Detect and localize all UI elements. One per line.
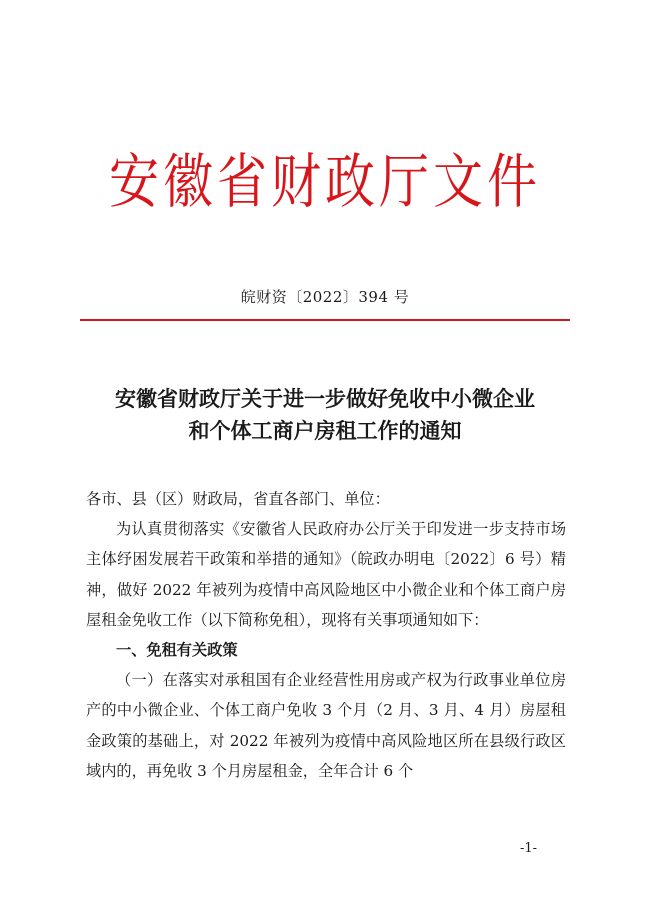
document-body: [86, 484, 566, 786]
red-divider-line: [80, 319, 570, 321]
title-line-2: 和个体工商户房租工作的通知: [188, 419, 462, 443]
page-number: -1-: [520, 841, 538, 856]
salutation: 各市、县（区）财政局，省直各部门、单位：: [86, 490, 390, 508]
document-title: [60, 383, 590, 447]
document-masthead: 安徽省财政厅文件: [109, 147, 541, 217]
title-line-1: 安徽省财政厅关于进一步做好免收中小微企业: [115, 387, 535, 411]
paragraph-policy-1: （一）在落实对承租国有企业经营性用房或产权为行政事业单位房产的中小微企业、个体工商户免收 3 个月（2 月、3 月、4 月）房屋租金政策的基础上，对 2022 年被列为疫情中高风险地区所在县级行政区域内的，再免收 3 个月房屋租金，全年合计 6 个: [86, 671, 566, 780]
document-number: 皖财资〔2022〕394 号: [240, 288, 410, 306]
section-heading-1: 一、免租有关政策: [116, 641, 238, 660]
paragraph-intro: 为认真贯彻落实《安徽省人民政府办公厅关于印发进一步支持市场主体纾困发展若干政策和举措的通知》（皖政办明电〔2022〕6 号）精神，做好 2022 年被列为疫情中高风险地区中小微企业和个体工商户房屋租金免收工作（以下简称免租），现将有关事项通知如下：: [86, 520, 566, 629]
